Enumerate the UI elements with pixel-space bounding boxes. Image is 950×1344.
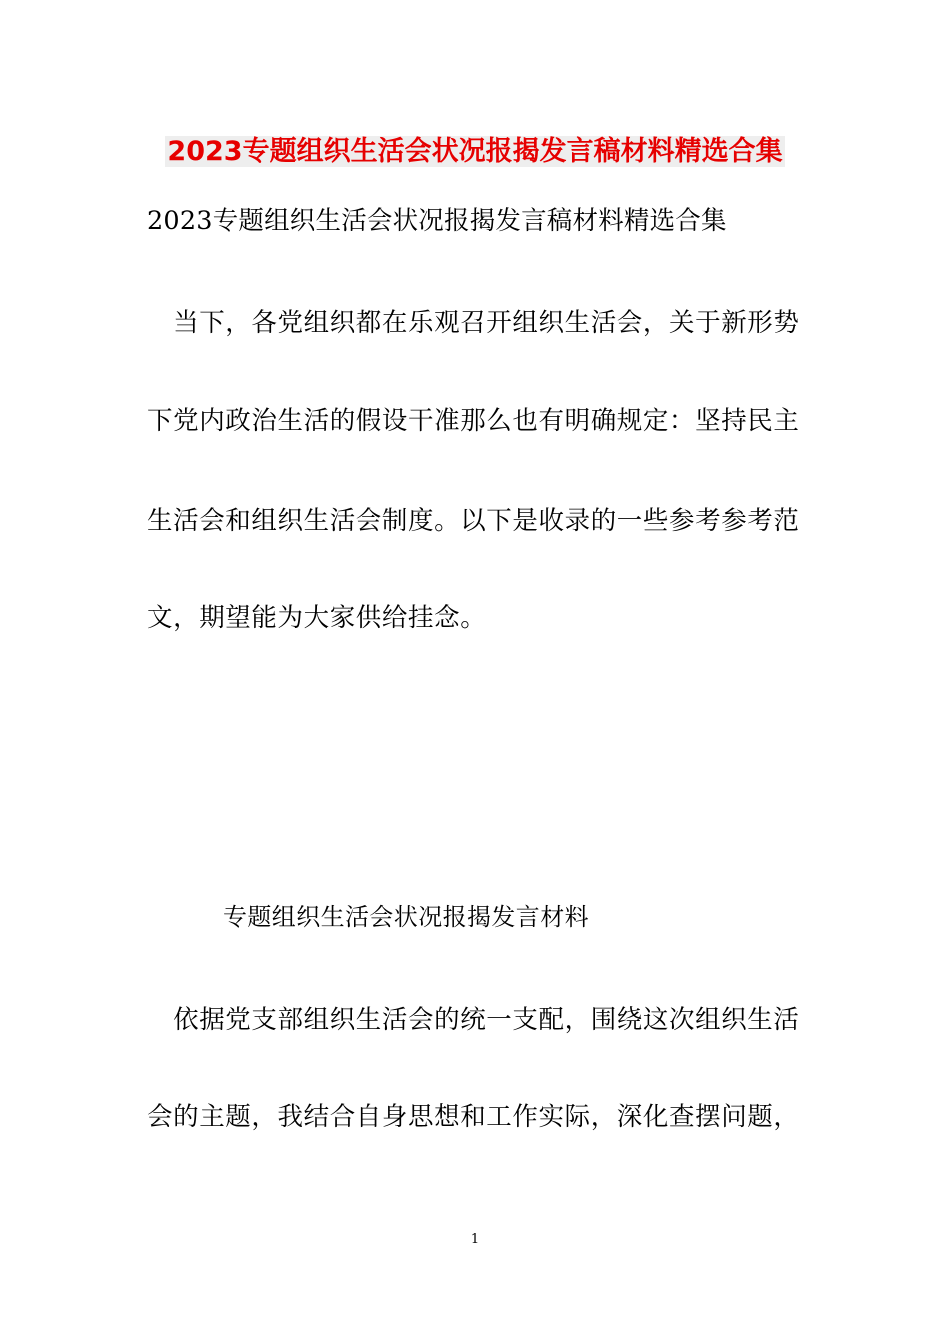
document-title-text: 2023专题组织生活会状况报揭发言稿材料精选合集 — [167, 136, 783, 167]
document-title — [0, 130, 950, 174]
page-number: 1 — [470, 1232, 480, 1247]
section-line-1: 依据党支部组织生活会的统一支配，围绕这次组织生活 — [147, 1005, 800, 1035]
section-line-2: 会的主题，我结合自身思想和工作实际，深化查摆问题， — [147, 1102, 800, 1132]
intro-line-1: 当下，各党组织都在乐观召开组织生活会，关于新形势 — [147, 308, 800, 338]
section-heading: 专题组织生活会状况报揭发言材料 — [223, 903, 589, 931]
intro-line-4: 文，期望能为大家供给挂念。 — [147, 603, 487, 633]
document-subtitle: 2023专题组织生活会状况报揭发言稿材料精选合集 — [147, 206, 727, 236]
intro-line-2: 下党内政治生活的假设干准那么也有明确规定：坚持民主 — [147, 406, 800, 436]
intro-line-3: 生活会和组织生活会制度。以下是收录的一些参考参考范 — [147, 506, 800, 536]
